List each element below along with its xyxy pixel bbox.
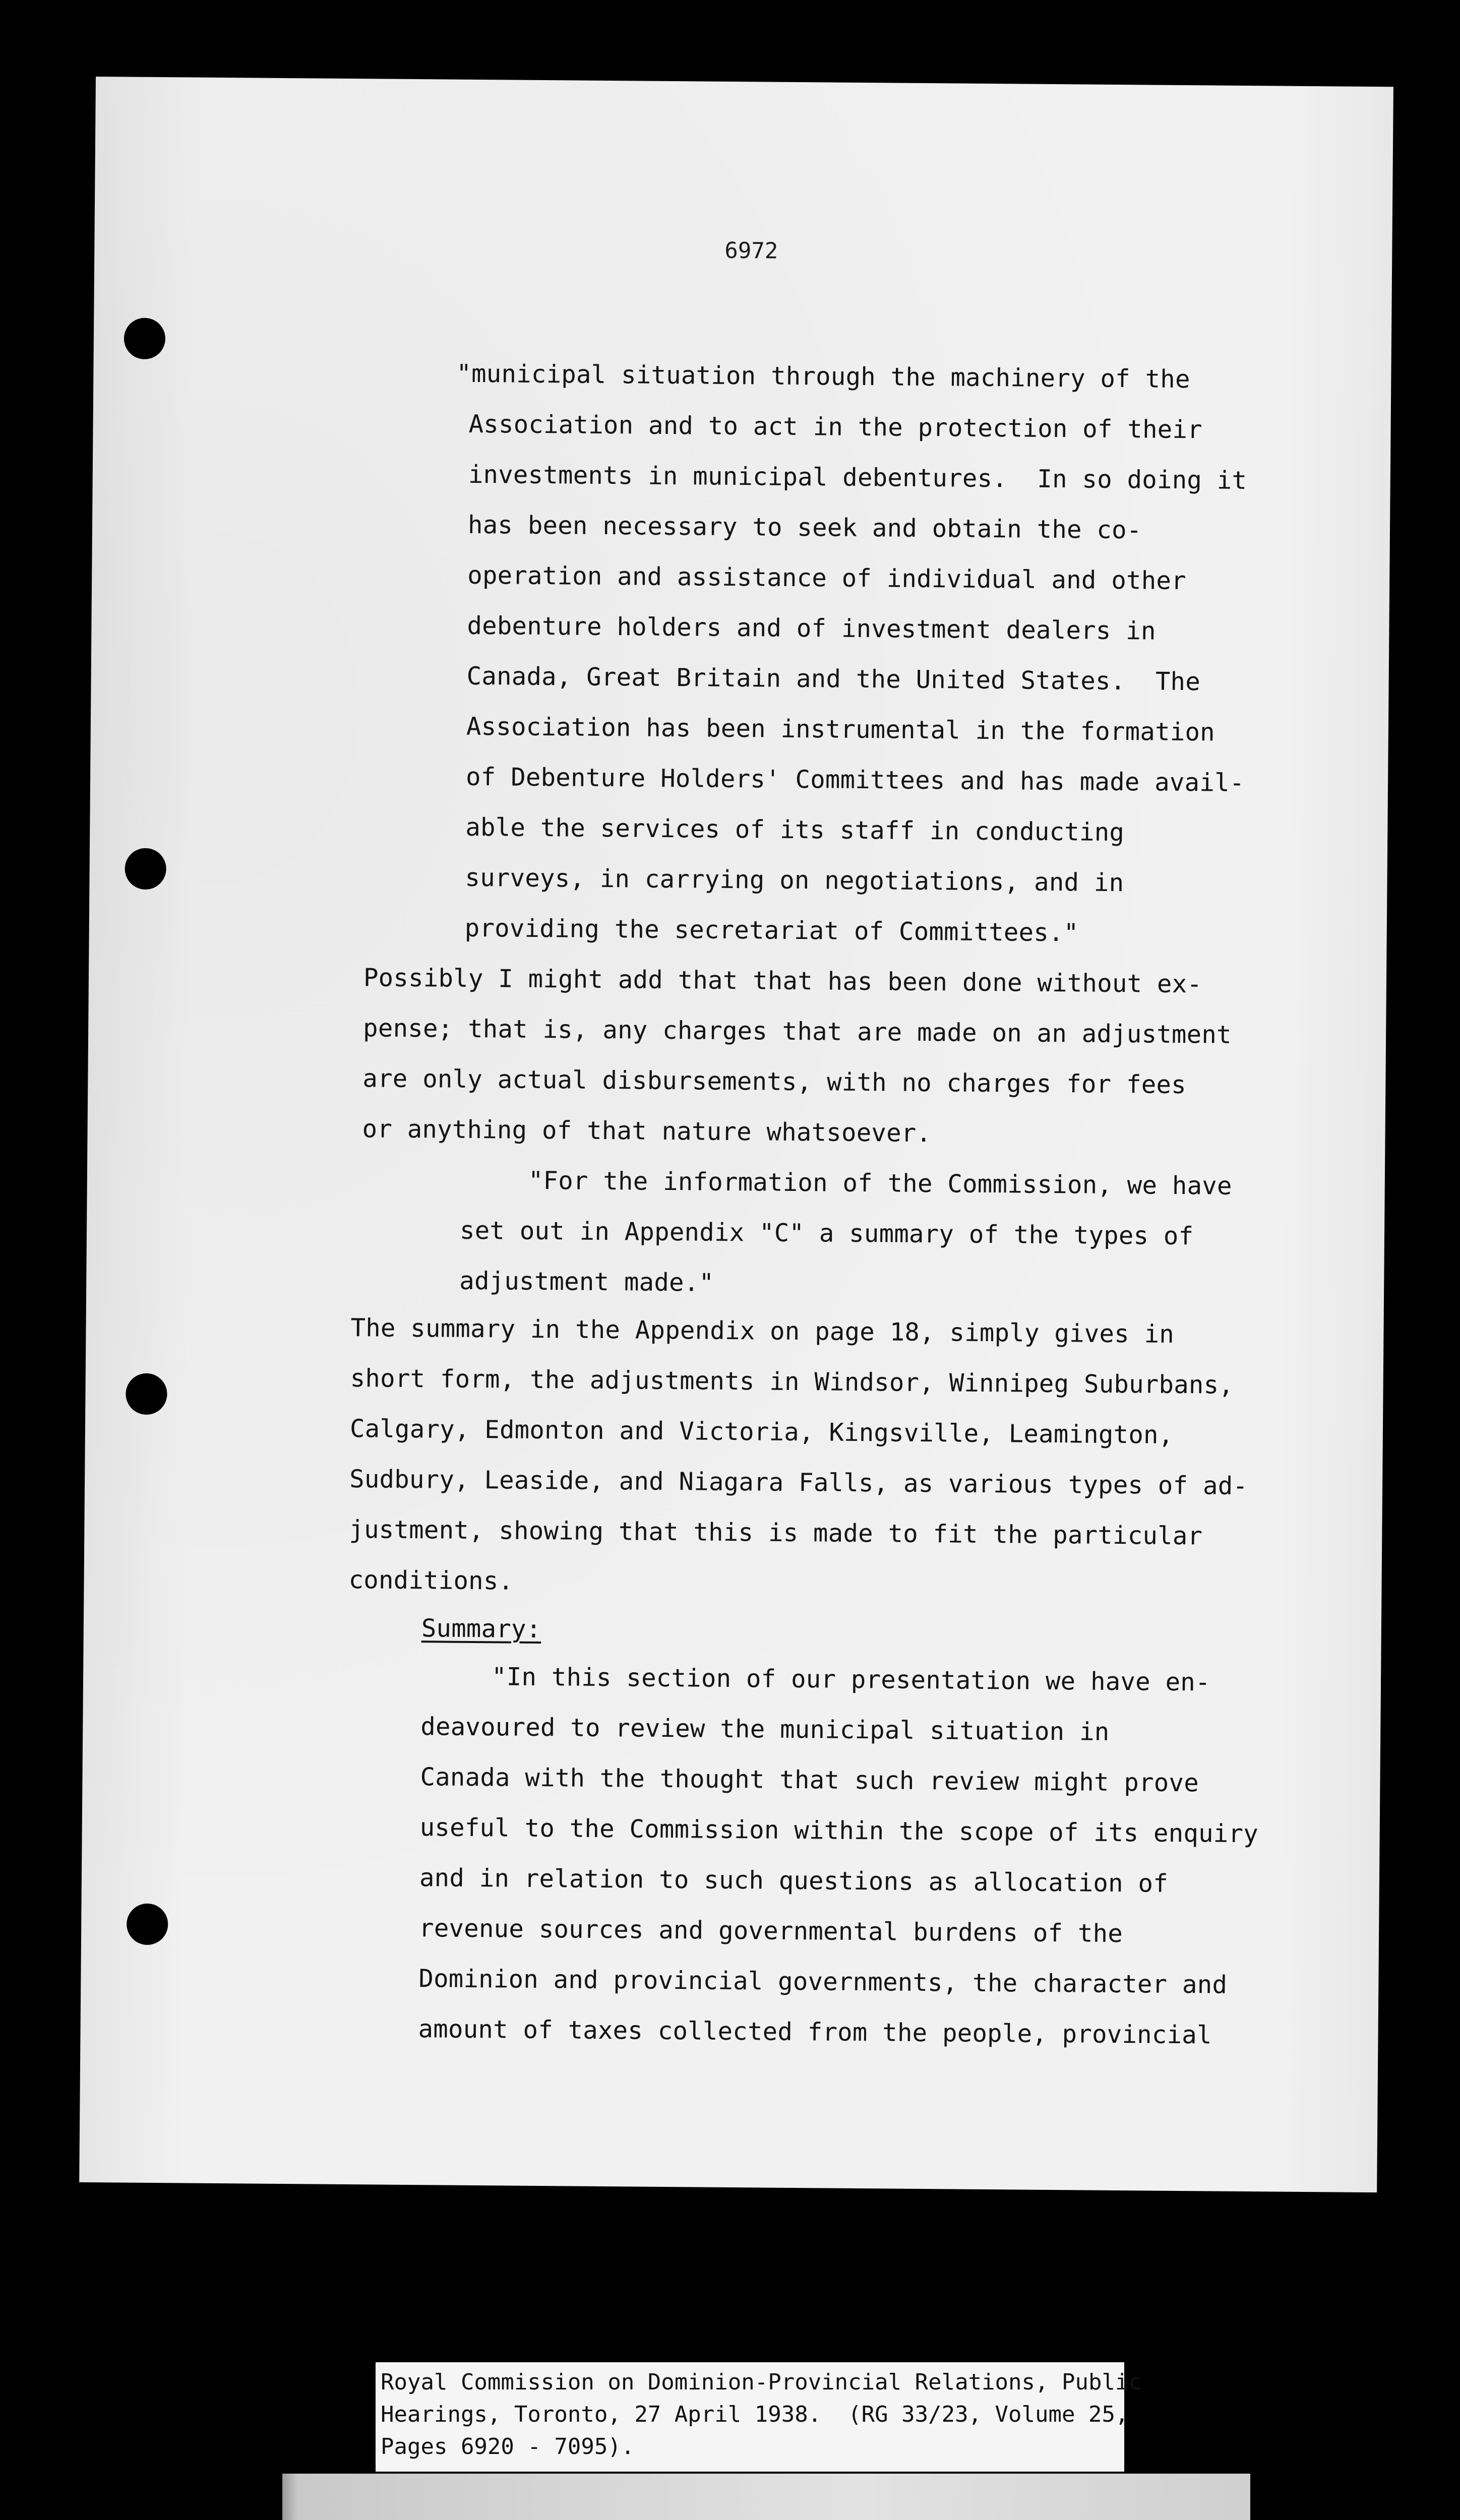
page-number: 6972 <box>724 237 778 264</box>
text-line: Sudbury, Leaside, and Niagara Falls, as various types of ad- <box>349 1465 1248 1501</box>
document-page <box>79 77 1393 2192</box>
text-line: revenue sources and governmental burdens of the <box>418 1914 1123 1948</box>
text-line: Calgary, Edmonton and Victoria, Kingsville, Leamington, <box>349 1414 1174 1450</box>
text-line: useful to the Commission within the scope of its enquiry <box>419 1813 1259 1849</box>
text-line: able the services of its staff in conducting <box>465 812 1125 847</box>
text-line: Possibly I might add that that has been done without ex- <box>363 963 1202 999</box>
text-line: conditions. <box>348 1565 514 1596</box>
citation-line: Royal Commission on Dominion-Provincial Relations, Public <box>381 2369 1142 2395</box>
punch-hole <box>125 848 166 890</box>
text-line: short form, the adjustments in Windsor, Winnipeg Suburbans, <box>350 1364 1234 1400</box>
text-line: are only actual disbursements, with no charges for fees <box>362 1064 1187 1100</box>
text-line: Association has been instrumental in the formation <box>466 712 1215 747</box>
punch-hole <box>126 1373 167 1415</box>
text-line: of Debenture Holders' Committees and has made avail- <box>465 762 1245 797</box>
archives-stamp <box>282 2474 1250 2520</box>
punch-hole <box>124 318 166 359</box>
text-line: Canada, Great Britain and the United States. The <box>466 661 1201 697</box>
text-line: surveys, in carrying on negotiations, and in <box>465 863 1124 898</box>
text-line: Association and to act in the protection of their <box>468 409 1203 445</box>
text-line: Canada with the thought that such review might prove <box>420 1762 1199 1798</box>
text-line: set out in Appendix "C" a summary of the types of <box>459 1216 1194 1251</box>
citation-line: Pages 6920 - 7095). <box>381 2434 635 2460</box>
text-line: pense; that is, any charges that are made on an adjustment <box>362 1014 1232 1049</box>
text-line: The summary in the Appendix on page 18, simply gives in <box>350 1313 1175 1349</box>
citation-label <box>376 2362 1142 2472</box>
punch-hole <box>127 1904 168 1945</box>
text-line: has been necessary to seek and obtain the co- <box>467 510 1142 545</box>
text-line: and in relation to such questions as allocation of <box>419 1863 1169 1898</box>
text-line: debenture holders and of investment dealers in <box>467 611 1156 646</box>
text-line: amount of taxes collected from the people, provincial <box>418 2014 1212 2050</box>
text-line: Dominion and provincial governments, the character and <box>418 1964 1228 1999</box>
text-line: deavoured to review the municipal situation in <box>420 1712 1110 1746</box>
text-line: "municipal situation through the machinery of the <box>456 359 1190 394</box>
text-line: operation and assistance of individual and other <box>467 560 1187 596</box>
text-line: providing the secretariat of Committees." <box>464 913 1079 948</box>
text-line: or anything of that nature whatsoever. <box>362 1114 932 1148</box>
text-line: "For the information of the Commission, we have <box>528 1166 1232 1201</box>
section-heading: Summary: <box>421 1614 541 1644</box>
text-line: justment, showing that this is made to fit the particular <box>349 1515 1203 1551</box>
text-line: investments in municipal debentures. In so doing it <box>468 460 1247 495</box>
text-line: adjustment made." <box>459 1266 714 1297</box>
text-line: "In this section of our presentation we have en- <box>491 1662 1210 1697</box>
citation-line: Hearings, Toronto, 27 April 1938. (RG 33/23, Volume 25, <box>381 2402 1129 2427</box>
